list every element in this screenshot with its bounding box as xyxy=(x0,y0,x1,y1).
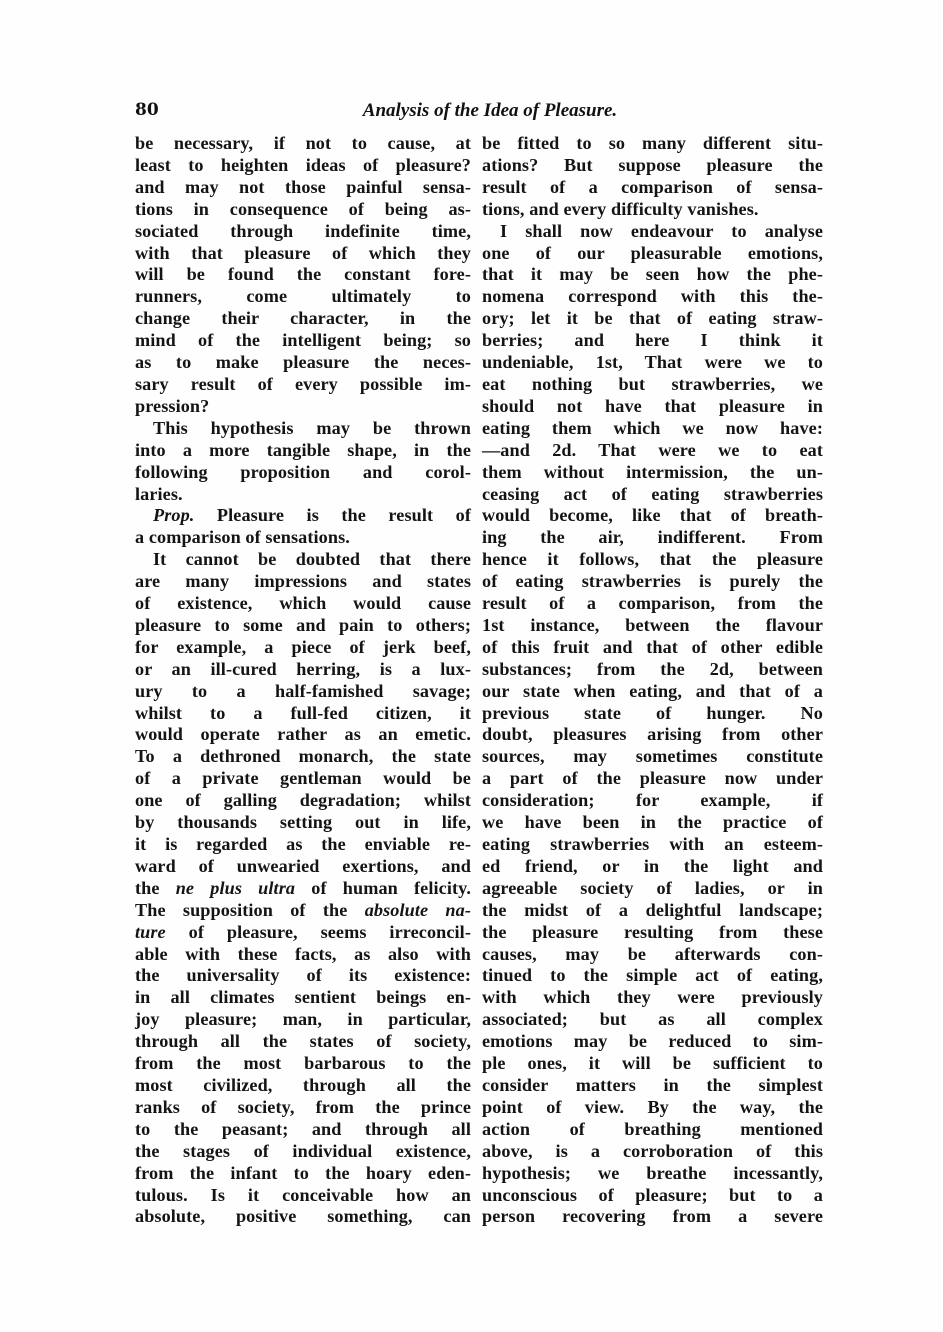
text-line xyxy=(482,352,823,374)
text-segment: associated; but as all complex xyxy=(482,1009,823,1030)
text-segment: person recovering from a severe xyxy=(482,1206,823,1227)
text-line xyxy=(135,965,471,987)
text-line xyxy=(482,199,823,221)
text-segment: This hypothesis may be thrown xyxy=(153,417,471,438)
text-line xyxy=(135,462,471,484)
text-segment: or an ill-cured herring, is a lux- xyxy=(135,658,471,679)
text-line xyxy=(482,440,823,462)
text-line xyxy=(135,1206,471,1228)
text-line xyxy=(135,1119,471,1141)
text-line xyxy=(135,637,471,659)
text-line xyxy=(482,1053,823,1075)
text-segment: our state when eating, and that of a xyxy=(482,680,823,701)
text-line xyxy=(482,746,823,768)
text-segment: joy pleasure; man, in particular, xyxy=(135,1009,471,1030)
text-line xyxy=(482,944,823,966)
text-segment: it is regarded as the enviable re- xyxy=(135,834,471,854)
text-segment: doubt, pleasures arising from other xyxy=(482,724,823,745)
text-line xyxy=(135,221,471,243)
text-segment: nomena correspond with this the- xyxy=(482,286,823,307)
text-line xyxy=(135,527,471,549)
text-line xyxy=(135,308,471,330)
text-segment: previous state of hunger. No xyxy=(482,702,823,723)
text-line xyxy=(135,505,471,527)
text-line xyxy=(482,987,823,1009)
text-line xyxy=(482,593,823,615)
text-line xyxy=(482,330,823,352)
text-segment: laries. xyxy=(135,483,183,504)
text-line xyxy=(482,308,823,330)
text-line xyxy=(135,133,471,155)
text-segment: tions, and every difficulty vanishes. xyxy=(482,198,759,219)
text-line xyxy=(135,1031,471,1053)
text-segment: eating strawberries with an esteem- xyxy=(482,834,823,854)
text-line xyxy=(482,133,823,155)
text-line xyxy=(135,155,471,177)
text-segment: into a more tangible shape, in the xyxy=(135,439,471,460)
text-segment: action of breathing mentioned xyxy=(482,1118,823,1139)
text-line xyxy=(482,505,823,527)
text-segment: Pleasure is the result of xyxy=(194,505,471,526)
text-segment: ward of unwearied exertions, and xyxy=(135,855,471,876)
text-line xyxy=(135,746,471,768)
text-line xyxy=(135,681,471,703)
text-segment: would operate rather as an emetic. xyxy=(135,724,471,745)
text-line xyxy=(482,1119,823,1141)
text-line xyxy=(482,812,823,834)
italic-segment: absolute na- xyxy=(364,899,471,920)
text-segment: of a private gentleman would be xyxy=(135,768,471,789)
text-segment: unconscious of pleasure; but to a xyxy=(482,1184,823,1205)
text-segment: tions in consequence of being as- xyxy=(135,198,471,219)
text-segment: them without intermission, the un- xyxy=(482,461,823,482)
text-segment: berries; and here I think it xyxy=(482,330,823,351)
text-line xyxy=(482,922,823,944)
text-line xyxy=(482,724,823,746)
text-segment: for example, a piece of jerk beef, xyxy=(135,636,471,657)
text-line xyxy=(135,1097,471,1119)
text-line xyxy=(135,987,471,1009)
text-line xyxy=(482,900,823,922)
text-segment: least to heighten ideas of pleasure? xyxy=(135,154,471,175)
text-segment: from the most barbarous to the xyxy=(135,1053,471,1074)
text-segment: the midst of a delightful landscape; xyxy=(482,899,823,920)
text-line xyxy=(135,243,471,265)
text-segment: result of a comparison, from the xyxy=(482,593,823,614)
text-segment: of human felicity. xyxy=(295,877,471,898)
text-line xyxy=(135,812,471,834)
text-segment: eat nothing but strawberries, we xyxy=(482,373,823,394)
text-segment: tulous. Is it conceivable how an xyxy=(135,1184,471,1205)
text-segment: a part of the pleasure now under xyxy=(482,768,823,789)
text-line xyxy=(482,571,823,593)
text-line xyxy=(135,900,471,922)
text-segment: from the infant to the hoary eden- xyxy=(135,1162,471,1183)
text-segment: of existence, which would cause xyxy=(135,593,471,614)
text-line xyxy=(482,1141,823,1163)
text-segment: hence it follows, that the pleasure xyxy=(482,549,823,570)
text-line xyxy=(135,703,471,725)
text-line xyxy=(482,834,823,856)
left-column xyxy=(135,133,471,1228)
text-line xyxy=(482,286,823,308)
text-segment: sary result of every possible im- xyxy=(135,373,471,394)
text-segment: by thousands setting out in life, xyxy=(135,812,471,833)
text-segment: eating them which we now have: xyxy=(482,417,823,438)
text-line xyxy=(135,199,471,221)
text-segment: be fitted to so many different situ- xyxy=(482,133,823,153)
text-line xyxy=(482,1097,823,1119)
text-segment: sources, may sometimes constitute xyxy=(482,746,823,767)
text-line xyxy=(482,965,823,987)
text-segment: in all climates sentient beings en- xyxy=(135,987,471,1008)
text-segment: I shall now endeavour to analyse xyxy=(500,220,823,241)
text-line xyxy=(482,637,823,659)
text-line xyxy=(135,790,471,812)
text-line xyxy=(135,264,471,286)
text-line xyxy=(135,418,471,440)
text-line xyxy=(482,1206,823,1228)
text-line xyxy=(482,768,823,790)
text-segment: of this fruit and that of other edible xyxy=(482,636,823,657)
text-segment: ory; let it be that of eating straw- xyxy=(482,308,823,329)
text-segment: It cannot be doubted that there xyxy=(153,549,471,570)
running-title: Analysis of the Idea of Pleasure. xyxy=(362,100,618,121)
text-segment: ple ones, it will be sufficient to xyxy=(482,1053,823,1074)
text-line xyxy=(135,286,471,308)
text-segment: ranks of society, from the prince xyxy=(135,1096,471,1117)
text-segment: most civilized, through all the xyxy=(135,1074,471,1095)
text-segment: To a dethroned monarch, the state xyxy=(135,746,471,767)
text-line xyxy=(135,549,471,571)
text-segment: above, is a corroboration of this xyxy=(482,1140,823,1161)
text-line xyxy=(135,571,471,593)
text-line xyxy=(482,1185,823,1207)
text-segment: the stages of individual existence, xyxy=(135,1140,471,1161)
text-segment: as to make pleasure the neces- xyxy=(135,352,471,373)
text-segment: pleasure to some and pain to others; xyxy=(135,614,471,635)
text-line xyxy=(482,703,823,725)
text-line xyxy=(482,790,823,812)
text-segment: causes, may be afterwards con- xyxy=(482,943,823,964)
text-line xyxy=(482,659,823,681)
text-line xyxy=(135,374,471,396)
text-segment: hypothesis; we breathe incessantly, xyxy=(482,1162,823,1183)
text-segment: 1st instance, between the flavour xyxy=(482,614,823,635)
text-line xyxy=(135,1163,471,1185)
text-line xyxy=(482,155,823,177)
text-segment: a comparison of sensations. xyxy=(135,527,350,548)
text-segment: change their character, in the xyxy=(135,308,471,329)
text-line xyxy=(135,1009,471,1031)
text-segment: would become, like that of breath- xyxy=(482,505,823,526)
italic-segment: ture xyxy=(135,921,166,942)
text-segment: sociated through indefinite time, xyxy=(135,220,471,241)
text-segment: one of galling degradation; whilst xyxy=(135,790,471,811)
text-segment: ations? But suppose pleasure the xyxy=(482,154,823,175)
text-segment: one of our pleasurable emotions, xyxy=(482,242,823,263)
text-line xyxy=(135,177,471,199)
text-segment: will be found the constant fore- xyxy=(135,264,471,285)
text-line xyxy=(482,1009,823,1031)
text-segment: whilst to a full-fed citizen, it xyxy=(135,702,471,723)
text-segment: ury to a half-famished savage; xyxy=(135,680,471,701)
text-line xyxy=(135,330,471,352)
text-segment: able with these facts, as also with xyxy=(135,943,471,964)
text-segment: and may not those painful sensa- xyxy=(135,176,471,197)
text-segment: result of a comparison of sensa- xyxy=(482,176,823,197)
text-line xyxy=(135,593,471,615)
text-line xyxy=(482,527,823,549)
text-line xyxy=(135,1185,471,1207)
text-segment: should not have that pleasure in xyxy=(482,395,823,416)
italic-segment: Prop. xyxy=(153,505,195,526)
text-segment: ed friend, or in the light and xyxy=(482,855,823,876)
text-segment: be necessary, if not to cause, at xyxy=(135,133,471,153)
text-line xyxy=(135,615,471,637)
italic-segment: ne plus ultra xyxy=(175,877,296,898)
text-line xyxy=(482,1031,823,1053)
text-segment: —and 2d. That were we to eat xyxy=(482,439,823,460)
text-segment: pression? xyxy=(135,395,210,416)
text-line xyxy=(482,878,823,900)
text-line xyxy=(135,396,471,418)
text-line xyxy=(482,462,823,484)
text-line xyxy=(135,659,471,681)
right-column xyxy=(482,133,823,1228)
text-line xyxy=(482,177,823,199)
text-line xyxy=(482,264,823,286)
text-segment: agreeable society of ladies, or in xyxy=(482,877,823,898)
text-line xyxy=(482,396,823,418)
text-line xyxy=(135,724,471,746)
text-line xyxy=(135,878,471,900)
text-segment: point of view. By the way, the xyxy=(482,1096,823,1117)
text-segment: the universality of its existence: xyxy=(135,965,471,986)
text-segment: with which they were previously xyxy=(482,987,823,1008)
text-line xyxy=(135,352,471,374)
text-line xyxy=(135,834,471,856)
text-line xyxy=(135,1053,471,1075)
text-segment: are many impressions and states xyxy=(135,571,471,592)
text-segment: mind of the intelligent being; so xyxy=(135,330,471,351)
text-line xyxy=(482,374,823,396)
text-line xyxy=(135,944,471,966)
text-segment: the xyxy=(135,877,176,898)
text-line xyxy=(482,856,823,878)
text-line xyxy=(135,856,471,878)
text-segment: tinued to the simple act of eating, xyxy=(482,965,823,986)
text-line xyxy=(135,440,471,462)
text-line xyxy=(135,1075,471,1097)
text-segment: the pleasure resulting from these xyxy=(482,921,823,942)
text-segment: ing the air, indifferent. From xyxy=(482,527,823,548)
text-line xyxy=(135,768,471,790)
text-segment: with that pleasure of which they xyxy=(135,242,471,263)
text-line xyxy=(482,681,823,703)
text-line xyxy=(135,922,471,944)
text-line xyxy=(482,221,823,243)
text-segment: The supposition of the xyxy=(135,899,365,920)
text-segment: ceasing act of eating strawberries xyxy=(482,483,823,504)
text-segment: of pleasure, seems irreconcil- xyxy=(165,921,471,942)
text-segment: runners, come ultimately to xyxy=(135,286,471,307)
page-number: 80 xyxy=(135,100,159,120)
text-line xyxy=(135,1141,471,1163)
text-line xyxy=(482,243,823,265)
text-segment: consideration; for example, if xyxy=(482,790,823,811)
text-segment: to the peasant; and through all xyxy=(135,1118,471,1139)
text-segment: emotions may be reduced to sim- xyxy=(482,1031,823,1052)
text-segment: through all the states of society, xyxy=(135,1031,471,1052)
text-segment: that it may be seen how the phe- xyxy=(482,264,823,285)
text-segment: absolute, positive something, can xyxy=(135,1206,471,1227)
text-line xyxy=(482,1075,823,1097)
text-segment: we have been in the practice of xyxy=(482,812,823,833)
text-segment: substances; from the 2d, between xyxy=(482,658,823,679)
text-segment: following proposition and corol- xyxy=(135,461,471,482)
text-line xyxy=(482,1163,823,1185)
text-line xyxy=(482,549,823,571)
text-line xyxy=(482,484,823,506)
page-header xyxy=(135,100,825,126)
text-line xyxy=(482,418,823,440)
text-line xyxy=(482,615,823,637)
text-segment: of eating strawberries is purely the xyxy=(482,571,823,592)
text-segment: undeniable, 1st, That were we to xyxy=(482,352,823,373)
text-segment: consider matters in the simplest xyxy=(482,1074,823,1095)
text-line xyxy=(135,484,471,506)
